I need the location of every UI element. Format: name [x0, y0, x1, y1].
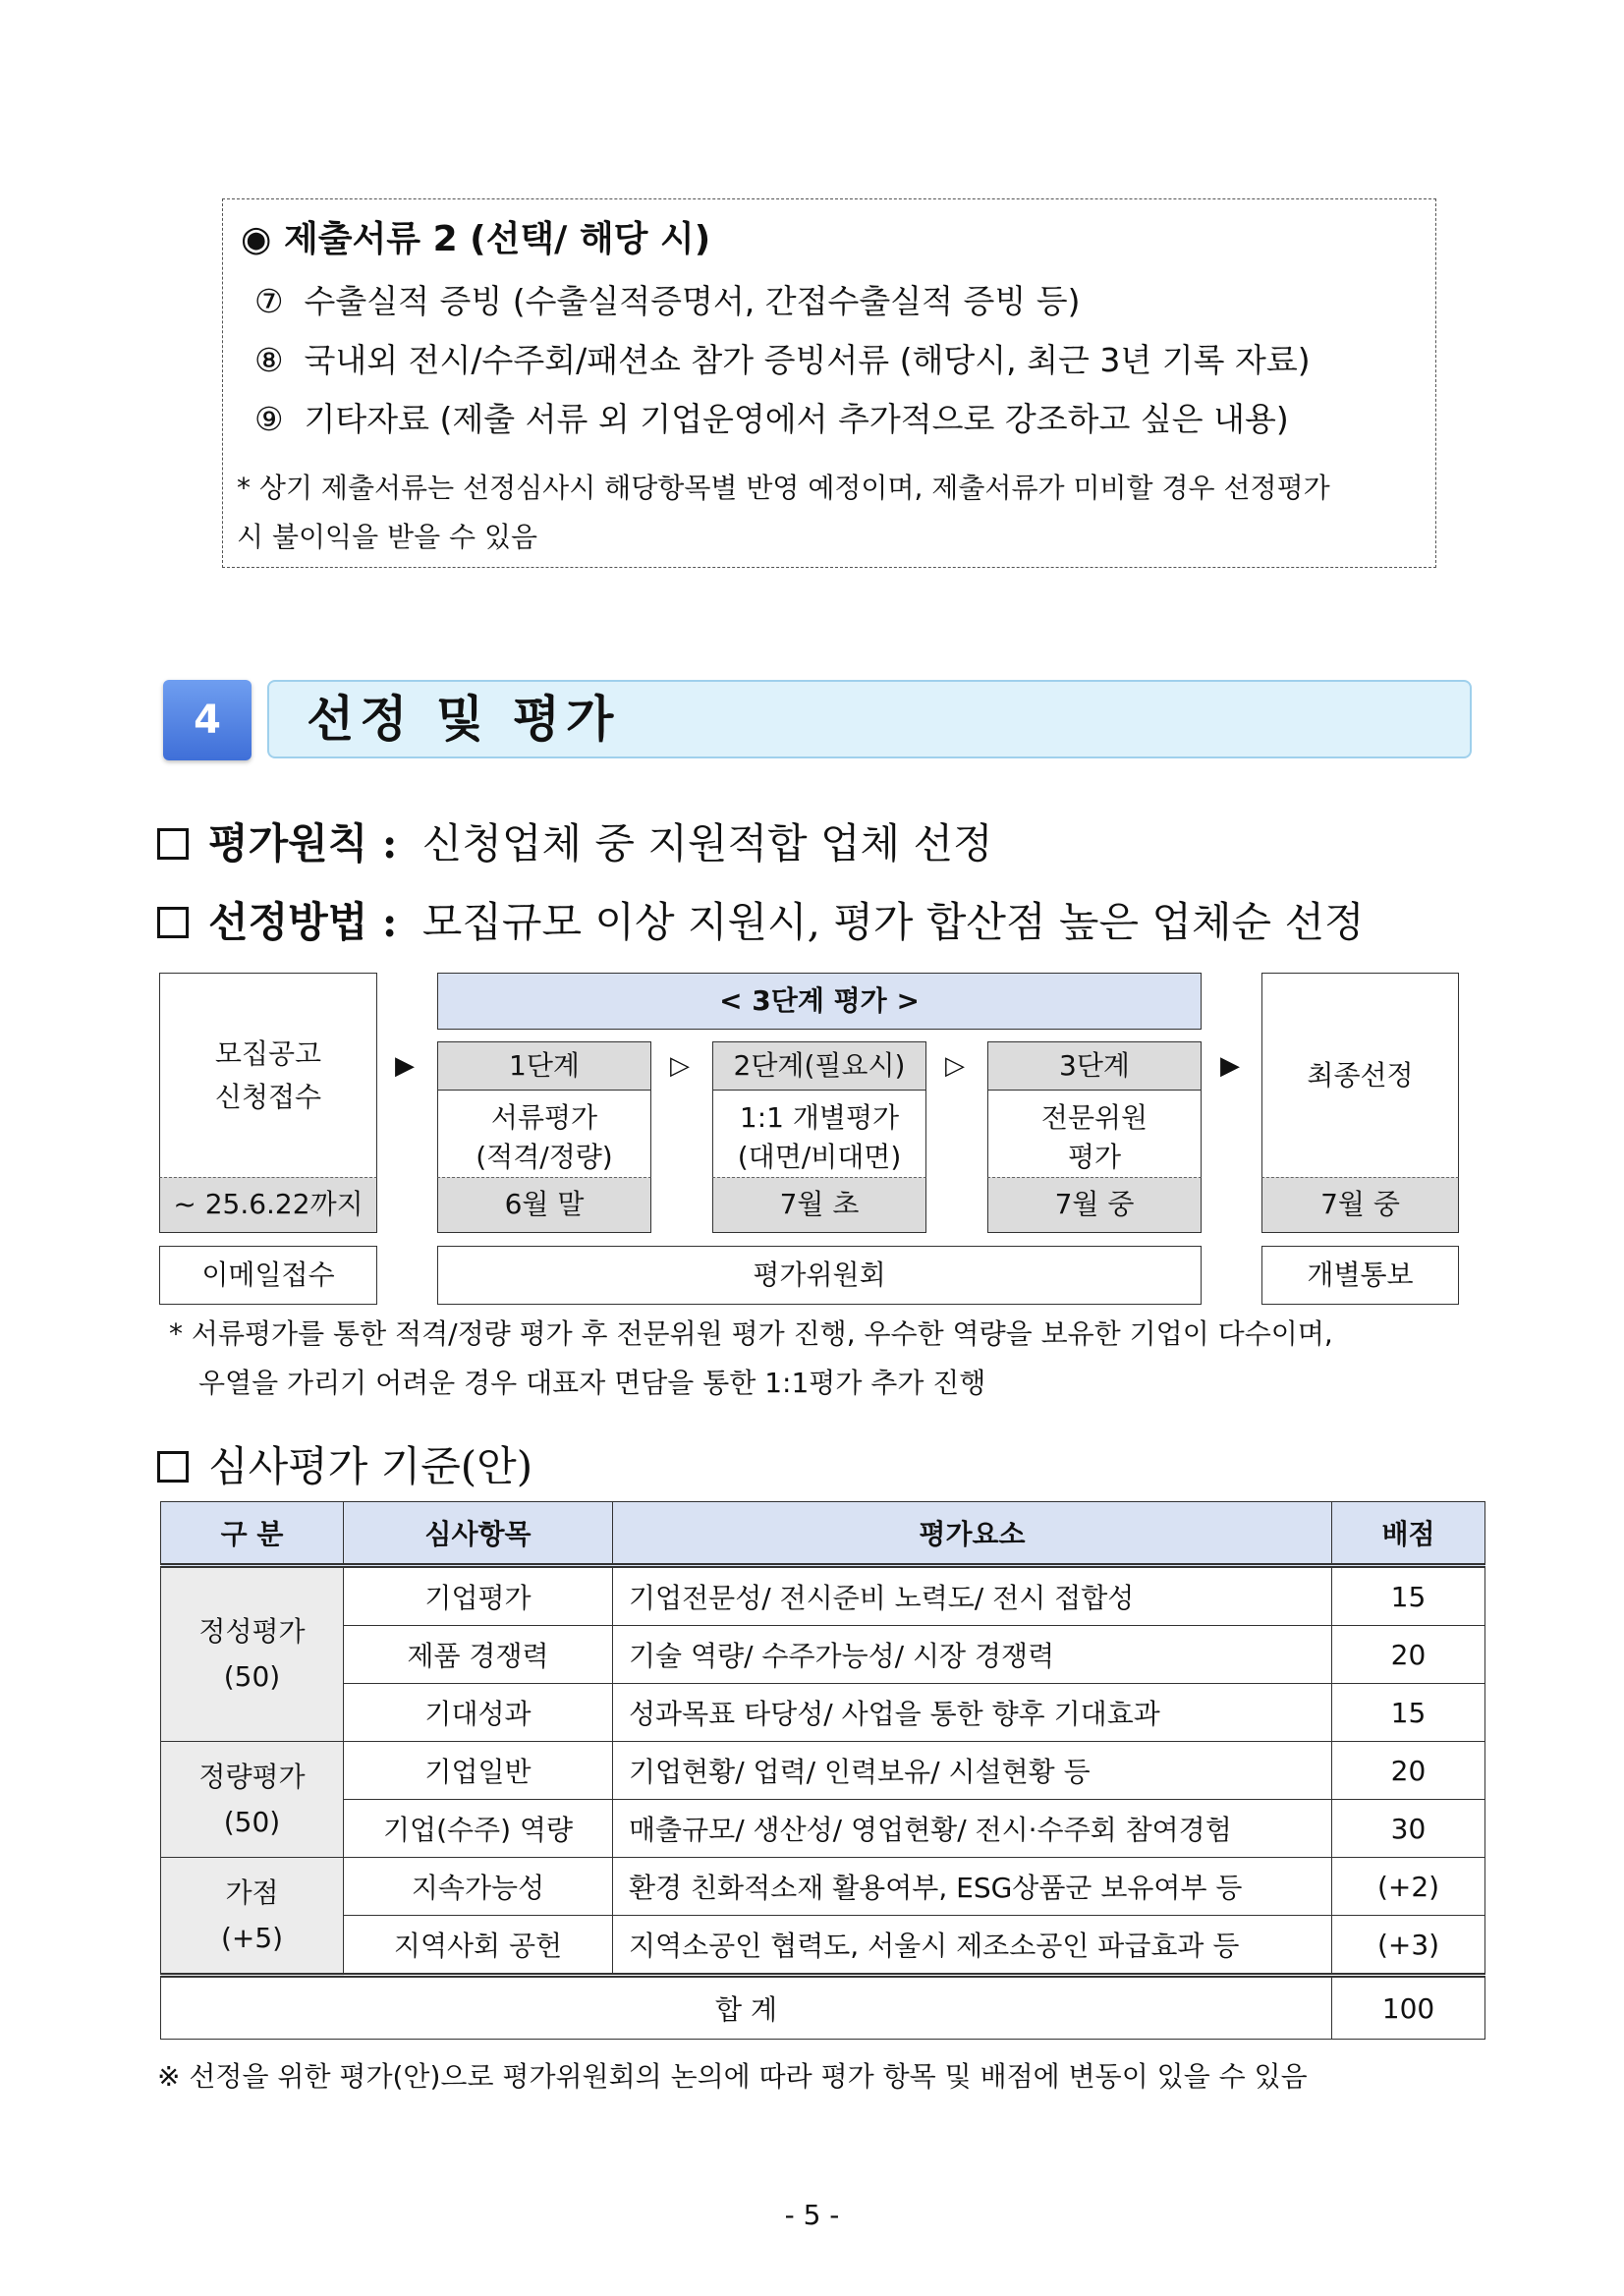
checkbox-icon: [157, 907, 189, 938]
stage-3-body: 전문위원 평가: [987, 1091, 1202, 1177]
table-row: [161, 1858, 1485, 1916]
eval-header: < 3단계 평가 >: [437, 973, 1202, 1030]
row-score: 20: [1332, 1626, 1485, 1684]
table-row: [161, 1566, 1485, 1626]
arrow-right-icon: ▶: [395, 1051, 415, 1081]
table-row: [161, 1626, 1485, 1684]
criteria-table: [160, 1501, 1485, 2040]
total-row: [161, 1976, 1485, 2040]
checkbox-icon: [157, 828, 189, 860]
flow-note-line1: * 서류평가를 통한 적격/정량 평가 후 전문위원 평가 진행, 우수한 역량을 보유한 기업이 다수이며,: [169, 1317, 1333, 1350]
row-factor: 기업현황/ 업력/ 인력보유/ 시설현황 등: [613, 1742, 1332, 1800]
docs-note-line2: 시 불이익을 받을 수 있음: [237, 521, 538, 553]
stage-2-date: 7월 초: [712, 1177, 926, 1233]
criteria-footnote: ※ 선정을 위한 평가(안)으로 평가위원회의 논의에 따라 평가 항목 및 배점에 변동이 있을 수 있음: [157, 2060, 1308, 2093]
total-score: 100: [1332, 1976, 1485, 2040]
group-qualitative: 정성평가 (50): [161, 1566, 344, 1742]
row-item: 제품 경쟁력: [344, 1626, 613, 1684]
row-score: (+3): [1332, 1916, 1485, 1976]
row-item: 지역사회 공헌: [344, 1916, 613, 1976]
page-number: - 5 -: [784, 2199, 840, 2231]
final-notice: 개별통보: [1261, 1246, 1459, 1305]
recruit-deadline: ~ 25.6.22까지: [159, 1177, 377, 1233]
row-item: 기업(수주) 역량: [344, 1800, 613, 1858]
evaluation-principle: 평가원칙 : 신청업체 중 지원적합 업체 선정: [157, 812, 993, 870]
table-header-row: [161, 1502, 1485, 1566]
row-score: 15: [1332, 1566, 1485, 1626]
row-item: 기업평가: [344, 1566, 613, 1626]
recruit-box: 모집공고 신청접수: [159, 973, 377, 1233]
docs-note-line1: * 상기 제출서류는 선정심사시 해당항목별 반영 예정이며, 제출서류가 미비할 경우 선정평가: [237, 472, 1330, 504]
header-item: 심사항목: [344, 1502, 613, 1566]
docs-item: ⑧ 국내외 전시/수주회/패션쇼 참가 증빙서류 (해당시, 최근 3년 기록 자료): [254, 341, 1311, 379]
criteria-heading: 심사평가 기준(안): [157, 1434, 532, 1493]
final-date: 7월 중: [1261, 1177, 1459, 1233]
row-item: 기대성과: [344, 1684, 613, 1742]
row-score: 30: [1332, 1800, 1485, 1858]
checkbox-icon: [157, 1451, 189, 1483]
final-selection-box: 최종선정: [1261, 973, 1459, 1233]
stage-1-name: 1단계: [437, 1041, 651, 1091]
arrow-right-outline-icon: ▷: [670, 1051, 690, 1081]
group-quantitative: 정량평가 (50): [161, 1742, 344, 1858]
stage-1-date: 6월 말: [437, 1177, 651, 1233]
stage-3-name: 3단계: [987, 1041, 1202, 1091]
table-row: [161, 1684, 1485, 1742]
header-factor: 평가요소: [613, 1502, 1332, 1566]
row-factor: 기술 역량/ 수주가능성/ 시장 경쟁력: [613, 1626, 1332, 1684]
stage-3-date: 7월 중: [987, 1177, 1202, 1233]
stage-1-body: 서류평가 (적격/정량): [437, 1091, 651, 1177]
row-factor: 매출규모/ 생산성/ 영업현황/ 전시·수주회 참여경험: [613, 1800, 1332, 1858]
section-title: 선정 및 평가: [307, 690, 620, 748]
row-item: 지속가능성: [344, 1858, 613, 1916]
selection-method: 선정방법 : 모집규모 이상 지원시, 평가 합산점 높은 업체순 선정: [157, 890, 1365, 949]
stage-2-name: 2단계(필요시): [712, 1041, 926, 1091]
row-factor: 성과목표 타당성/ 사업을 통한 향후 기대효과: [613, 1684, 1332, 1742]
docs-item: ⑦ 수출실적 증빙 (수출실적증명서, 간접수출실적 증빙 등): [254, 282, 1081, 320]
submission-docs-box: [222, 198, 1436, 568]
row-score: (+2): [1332, 1858, 1485, 1916]
section-number: 4: [163, 680, 252, 760]
group-bonus: 가점 (+5): [161, 1858, 344, 1976]
stage-2-body: 1:1 개별평가 (대면/비대면): [712, 1091, 926, 1177]
row-factor: 환경 친화적소재 활용여부, ESG상품군 보유여부 등: [613, 1858, 1332, 1916]
table-row: [161, 1916, 1485, 1976]
header-score: 배점: [1332, 1502, 1485, 1566]
arrow-right-outline-icon: ▷: [945, 1051, 965, 1081]
flow-note-line2: 우열을 가리기 어려운 경우 대표자 면담을 통한 1:1평가 추가 진행: [198, 1367, 986, 1399]
table-row: [161, 1742, 1485, 1800]
docs-item: ⑨ 기타자료 (제출 서류 외 기업운영에서 추가적으로 강조하고 싶은 내용): [254, 400, 1289, 438]
row-item: 기업일반: [344, 1742, 613, 1800]
total-label: 합 계: [161, 1976, 1332, 2040]
docs-title: ◉ 제출서류 2 (선택/ 해당 시): [241, 219, 711, 259]
recruit-channel: 이메일접수: [159, 1246, 377, 1305]
table-row: [161, 1800, 1485, 1858]
row-factor: 지역소공인 협력도, 서울시 제조소공인 파급효과 등: [613, 1916, 1332, 1976]
row-factor: 기업전문성/ 전시준비 노력도/ 전시 접합성: [613, 1566, 1332, 1626]
committee: 평가위원회: [437, 1246, 1202, 1305]
row-score: 15: [1332, 1684, 1485, 1742]
row-score: 20: [1332, 1742, 1485, 1800]
arrow-right-icon: ▶: [1220, 1051, 1240, 1081]
header-category: 구 분: [161, 1502, 344, 1566]
